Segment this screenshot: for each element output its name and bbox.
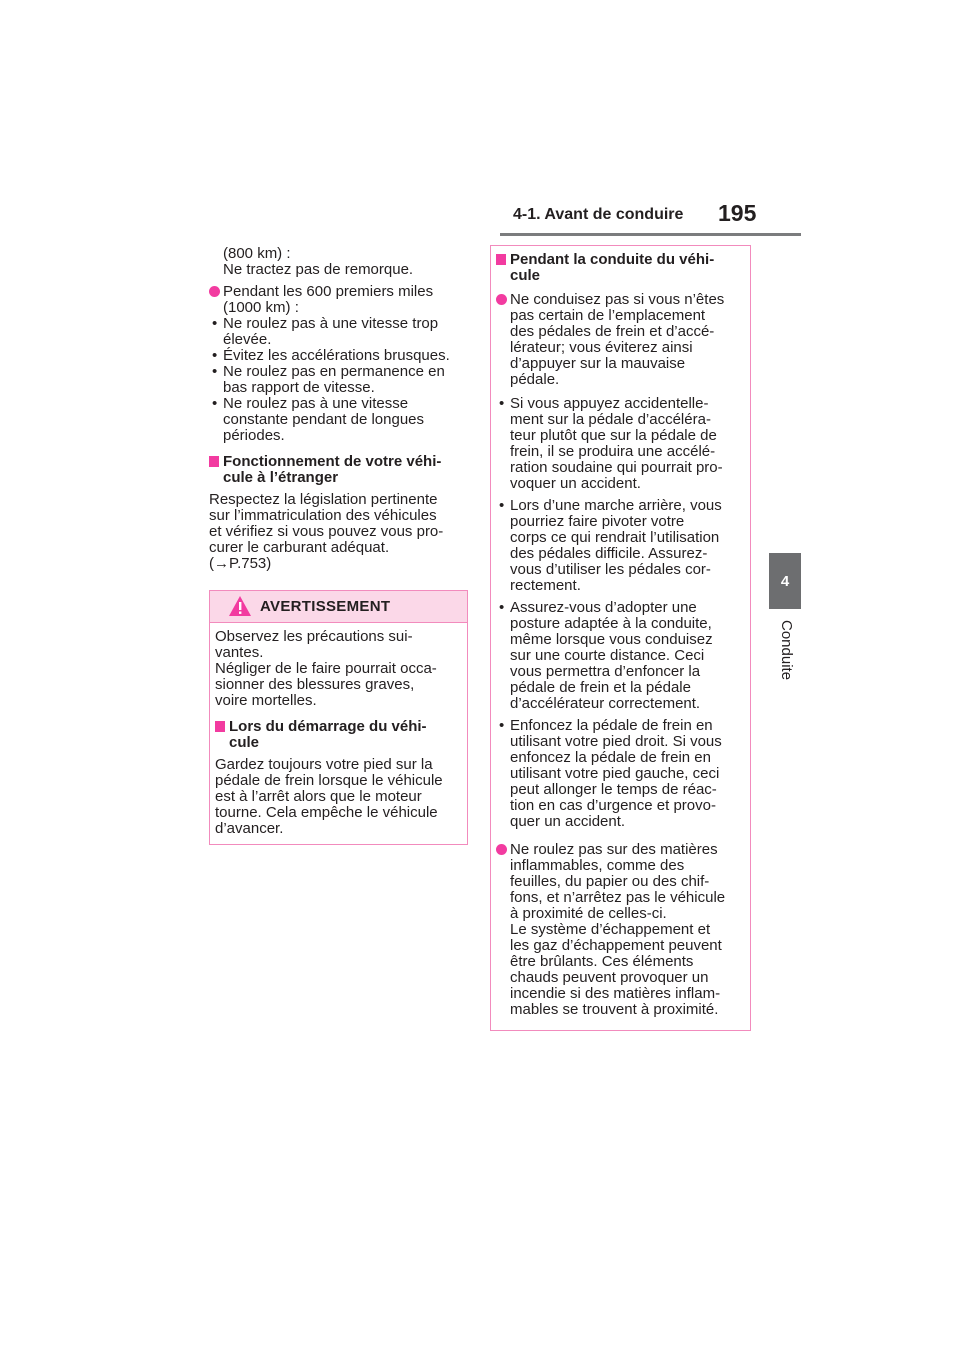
text-line: les gaz d’échappement peuvent bbox=[510, 937, 722, 954]
square-bullet-icon bbox=[215, 721, 225, 732]
section-heading bbox=[209, 454, 471, 486]
text-line: peut allonger le temps de réac- bbox=[510, 781, 717, 798]
text-line: d’avancer. bbox=[215, 820, 284, 837]
text-line: Le système d’échappement et bbox=[510, 921, 711, 938]
text-line: enfoncez la pédale de frein en bbox=[510, 749, 711, 766]
dash-item: • Enfoncez la pédale de frein en utilisant votre pied droit. Si vous enfoncez la pédale de frein en utilisant votre pied gauche, ceci peut allonger le temps de réac- tion en cas d’urgence et provo- quer un accident. bbox=[496, 718, 746, 830]
text-line: est à l’arrêt alors que le moteur bbox=[215, 788, 422, 805]
text-line: fons, et n’arrêtez pas le véhicule bbox=[510, 889, 726, 906]
chapter-label: Conduite bbox=[778, 620, 795, 681]
header-rule bbox=[500, 233, 801, 236]
text-line: chauds peuvent provoquer un bbox=[510, 969, 709, 986]
section-heading bbox=[496, 252, 746, 284]
text-line: vous permettra d’enfoncer la bbox=[510, 663, 701, 680]
left-column bbox=[209, 246, 471, 572]
paragraph bbox=[209, 492, 471, 572]
text-line: des pédales difficile. Assurez- bbox=[510, 545, 708, 562]
text-line: Respectez la législation pertinente bbox=[209, 491, 438, 508]
text-line: ration soudaine qui pourrait pro- bbox=[510, 459, 723, 476]
dash-item: • Évitez les accélérations brusques. bbox=[209, 348, 471, 364]
text-line: voire mortelles. bbox=[215, 692, 317, 709]
bullet-item bbox=[209, 284, 471, 316]
text-line: pourriez faire pivoter votre bbox=[510, 513, 685, 530]
chapter-tab[interactable] bbox=[769, 553, 801, 609]
text-line: lérateur; vous éviterez ainsi bbox=[510, 339, 693, 356]
text-line: tourne. Cela empêche le véhicule bbox=[215, 804, 438, 821]
text-line: pédale de frein et la pédale bbox=[510, 679, 691, 696]
text-line: utilisant votre pied gauche, ceci bbox=[510, 765, 720, 782]
dash-item: • Ne roulez pas à une vitesse constante pendant de longues périodes. bbox=[209, 396, 471, 444]
dash-item: • Ne roulez pas en permanence en bas rapport de vitesse. bbox=[209, 364, 471, 396]
dash-item: • Si vous appuyez accidentelle- ment sur la pédale d’accéléra- teur plutôt que sur la pédale de frein, il se produira une accélé- ration soudaine qui pourrait pro- voquer un accident. bbox=[496, 396, 746, 492]
warning-title: AVERTISSEMENT bbox=[260, 598, 391, 615]
text-line: Ne roulez pas à une vitesse bbox=[223, 395, 409, 412]
text-line: des pédales de frein et d’accé- bbox=[510, 323, 715, 340]
text-line: Gardez toujours votre pied sur la bbox=[215, 756, 433, 773]
bullet-item bbox=[496, 842, 746, 1018]
section-title: 4-1. Avant de conduire bbox=[513, 206, 684, 223]
text-line: frein, il se produira une accélé- bbox=[510, 443, 716, 460]
text-line: périodes. bbox=[223, 427, 285, 444]
page-ref-link[interactable]: P.753 bbox=[229, 555, 267, 572]
text-line: d’accélérateur correctement. bbox=[510, 695, 701, 712]
text-line: Fonctionnement de votre véhi- bbox=[223, 453, 442, 470]
text-line: tion en cas d’urgence et provo- bbox=[510, 797, 716, 814]
text-line: vous d’utiliser les pédales cor- bbox=[510, 561, 711, 578]
text-line: quer un accident. bbox=[510, 813, 626, 830]
text-line: constante pendant de longues bbox=[223, 411, 424, 428]
text-line: Ne roulez pas sur des matières bbox=[510, 841, 718, 858]
text-line: Ne roulez pas à une vitesse trop bbox=[223, 315, 439, 332]
bullet-dot-icon bbox=[496, 844, 507, 855]
text-line: Enfoncez la pédale de frein en bbox=[510, 717, 713, 734]
text-line: Lors d’une marche arrière, vous bbox=[510, 497, 722, 514]
text-line: même lorsque vous conduisez bbox=[510, 631, 713, 648]
text-line: pédale de frein lorsque le véhicule bbox=[215, 772, 443, 789]
text-line: Évitez les accélérations brusques. bbox=[223, 347, 450, 364]
text-line: sionner des blessures graves, bbox=[215, 676, 415, 693]
warning-triangle-icon bbox=[228, 595, 252, 617]
text-line: inflammables, comme des bbox=[510, 857, 685, 874]
text-line: posture adaptée à la conduite, bbox=[510, 615, 712, 632]
square-bullet-icon bbox=[496, 254, 506, 265]
text-line: Pendant la conduite du véhi- bbox=[510, 251, 715, 268]
text-line: corps ce qui rendrait l’utilisation bbox=[510, 529, 720, 546]
text-line: Ne tractez pas de remorque. bbox=[223, 261, 414, 278]
text-line: vantes. bbox=[215, 644, 264, 661]
text-line: et vérifiez si vous pouvez vous pro- bbox=[209, 523, 444, 540]
text-line: teur plutôt que sur la pédale de bbox=[510, 427, 717, 444]
section-heading bbox=[215, 719, 463, 751]
text-line: Observez les précautions sui- bbox=[215, 628, 413, 645]
text-line: mables se trouvent à proximité. bbox=[510, 1001, 719, 1018]
text-line: d’appuyer sur la mauvaise bbox=[510, 355, 686, 372]
warning-header bbox=[210, 591, 467, 623]
text-line: Négliger de le faire pourrait occa- bbox=[215, 660, 437, 677]
dash-item: • Lors d’une marche arrière, vous pourriez faire pivoter votre corps ce qui rendrait l’utilisation des pédales difficile. Assurez- vous d’utiliser les pédales cor- rectement. bbox=[496, 498, 746, 594]
text-line: utilisant votre pied droit. Si vous bbox=[510, 733, 722, 750]
text-line: être brûlants. Ces éléments bbox=[510, 953, 694, 970]
page-reference[interactable]: (→P.753) bbox=[209, 555, 272, 572]
text-line: curer le carburant adéquat. bbox=[209, 539, 390, 556]
paragraph bbox=[215, 757, 463, 837]
bullet-dot-icon bbox=[496, 294, 507, 305]
text-line: pédale. bbox=[510, 371, 560, 388]
text-line: incendie si des matières inflam- bbox=[510, 985, 721, 1002]
text-line: bas rapport de vitesse. bbox=[223, 379, 375, 396]
text-line: ment sur la pédale d’accéléra- bbox=[510, 411, 711, 428]
text-line: rectement. bbox=[510, 577, 581, 594]
text-line: (1000 km) : bbox=[223, 299, 299, 316]
text-line: Si vous appuyez accidentelle- bbox=[510, 395, 709, 412]
bullet-item bbox=[496, 292, 746, 388]
text-line: Lors du démarrage du véhi- bbox=[229, 718, 427, 735]
warning-box bbox=[209, 590, 468, 845]
dash-item: • Assurez-vous d’adopter une posture adaptée à la conduite, même lorsque vous conduisez sur une courte distance. Ceci vous permettra d’enfoncer la pédale de frein et la pédale d’accélérateur correctement. bbox=[496, 600, 746, 712]
text-line: feuilles, du papier ou des chif- bbox=[510, 873, 710, 890]
text-line: voquer un accident. bbox=[510, 475, 641, 492]
text-line: sur l’immatriculation des véhicules bbox=[209, 507, 437, 524]
dash-item: • Ne roulez pas à une vitesse trop élevée. bbox=[209, 316, 471, 348]
page-number: 195 bbox=[718, 200, 757, 226]
arrow-right-icon: → bbox=[214, 555, 229, 572]
text-line: cule bbox=[510, 267, 541, 284]
text-line: élevée. bbox=[223, 331, 272, 348]
text-line: cule à l’étranger bbox=[223, 469, 339, 486]
chapter-number: 4 bbox=[780, 572, 790, 590]
warning-continuation-box bbox=[490, 245, 751, 1031]
text-line: cule bbox=[229, 734, 260, 751]
bullet-dot-icon bbox=[209, 286, 220, 297]
text-line: (800 km) : bbox=[223, 245, 291, 262]
text-line: Ne roulez pas en permanence en bbox=[223, 363, 445, 380]
text-line: pas certain de l’emplacement bbox=[510, 307, 706, 324]
text-line: Assurez-vous d’adopter une bbox=[510, 599, 697, 616]
text-line: Ne conduisez pas si vous n’êtes bbox=[510, 291, 725, 308]
text-line: sur une courte distance. Ceci bbox=[510, 647, 705, 664]
square-bullet-icon bbox=[209, 456, 219, 467]
text-line: Pendant les 600 premiers miles bbox=[223, 283, 434, 300]
text-line: à proximité de celles-ci. bbox=[510, 905, 667, 922]
